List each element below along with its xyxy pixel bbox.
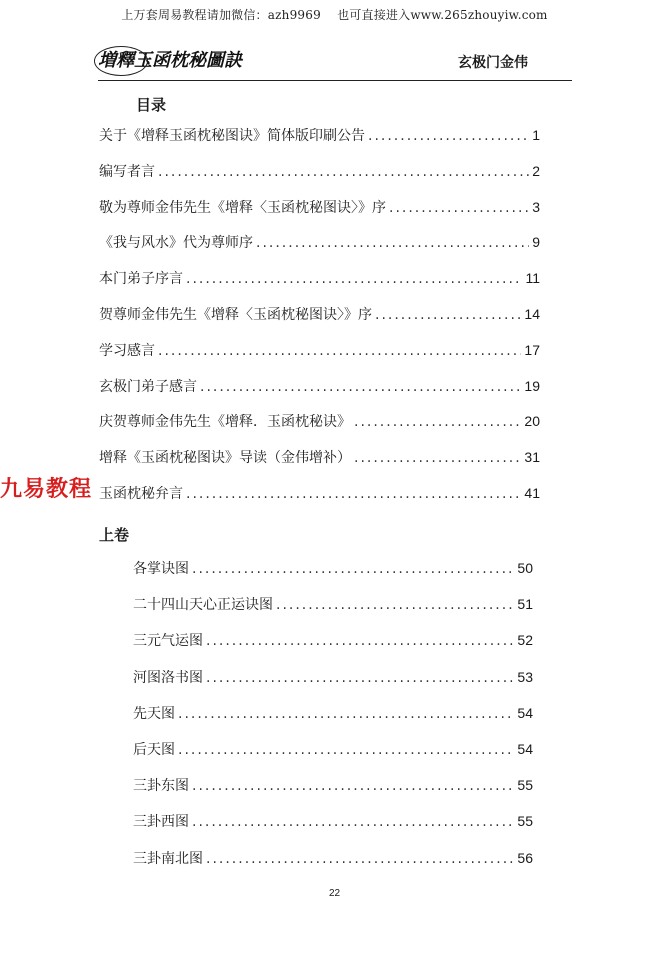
toc-entry xyxy=(99,447,540,467)
toc-entry-page: 3 xyxy=(532,198,540,215)
dot-leader xyxy=(389,200,529,216)
toc-entry xyxy=(99,161,540,181)
dot-leader xyxy=(368,128,529,144)
toc-entry xyxy=(99,197,540,217)
toc-entry-title: 三卦西图 xyxy=(133,814,189,831)
dot-leader xyxy=(206,670,514,686)
dot-leader xyxy=(375,307,521,323)
toc-entry-title: 三元气运图 xyxy=(133,633,203,650)
toc-entry-title: 河图洛书图 xyxy=(133,669,203,686)
toc-entry-title: 增释《玉函枕秘图诀》导读（金伟增补） xyxy=(99,450,351,467)
toc-title: 目录 xyxy=(136,96,167,114)
toc-entry xyxy=(133,811,533,831)
toc-entry-page: 19 xyxy=(524,377,540,394)
toc-entry xyxy=(99,376,540,396)
toc-entry-title: 三卦南北图 xyxy=(133,850,203,867)
toc-entry xyxy=(99,411,540,431)
header-rule xyxy=(98,80,572,81)
toc-entry-page: 55 xyxy=(517,777,533,794)
header-author: 玄极门金伟 xyxy=(458,55,528,71)
dot-leader xyxy=(192,814,514,830)
watermark: 九易教程 xyxy=(0,477,93,502)
toc-entry-page: 20 xyxy=(524,413,540,430)
toc-entry-page: 55 xyxy=(517,813,533,830)
dot-leader xyxy=(206,851,514,867)
dot-leader xyxy=(192,778,514,794)
toc-entry xyxy=(133,848,533,868)
toc-entry-page: 50 xyxy=(517,560,533,576)
toc-entry-page: 56 xyxy=(517,849,533,866)
dot-leader xyxy=(178,706,514,722)
toc-entry-title: 编写者言 xyxy=(99,163,155,180)
toc-entry-title: 本门弟子序言 xyxy=(99,271,183,288)
toc-entry-title: 贺尊师金伟先生《增释〈玉函枕秘图诀〉》序 xyxy=(99,307,372,323)
toc-entry-title: 玉函枕秘弁言 xyxy=(99,486,183,502)
toc-entry-title: 三卦东图 xyxy=(133,778,189,795)
toc-entry xyxy=(99,232,540,252)
toc-entry xyxy=(99,340,540,360)
toc-entry-page: 54 xyxy=(517,741,533,757)
dot-leader xyxy=(178,742,514,758)
toc-entry-title: 各掌诀图 xyxy=(133,561,189,577)
toc-entry xyxy=(99,304,540,324)
toc-entry-title: 玄极门弟子感言 xyxy=(99,378,197,395)
toc-entry xyxy=(133,667,533,687)
dot-leader xyxy=(256,235,529,251)
toc-entry-page: 11 xyxy=(525,270,540,287)
toc-entry xyxy=(133,630,533,650)
toc-entry-page: 52 xyxy=(517,632,533,649)
dot-leader xyxy=(354,414,521,430)
toc-entry-title: 二十四山天心正运诀图 xyxy=(133,597,273,614)
toc-entry-page: 2 xyxy=(532,162,540,179)
toc-entry xyxy=(133,594,533,614)
toc-entry xyxy=(99,268,540,288)
toc-entry xyxy=(99,483,540,503)
dot-leader xyxy=(186,271,522,287)
toc-entry xyxy=(133,739,533,759)
toc-entry-page: 14 xyxy=(524,306,540,322)
toc-entry xyxy=(133,775,533,795)
toc-entry xyxy=(133,703,533,723)
dot-leader xyxy=(354,450,521,466)
toc-entry-title: 《我与风水》代为尊师序 xyxy=(99,235,253,252)
page-number: 22 xyxy=(328,888,341,899)
toc-entry-title: 先天图 xyxy=(133,705,175,722)
toc-entry-title: 敬为尊师金伟先生《增释〈玉函枕秘图诀〉》序 xyxy=(99,199,386,216)
toc-entry-title: 庆贺尊师金伟先生《增释．玉函枕秘诀》 xyxy=(99,414,351,431)
dot-leader xyxy=(158,343,521,359)
toc-entry-page: 41 xyxy=(524,485,540,501)
toc-entry-page: 9 xyxy=(532,234,540,251)
toc-entry-title: 学习感言 xyxy=(99,342,155,359)
toc-entry xyxy=(133,558,533,578)
toc-entry-page: 31 xyxy=(524,449,540,466)
page-header xyxy=(98,42,572,78)
dot-leader xyxy=(192,561,514,577)
toc-entry-page: 17 xyxy=(524,341,540,358)
toc-entry-page: 54 xyxy=(517,704,533,721)
dot-leader xyxy=(158,164,529,180)
dot-leader xyxy=(186,486,521,502)
toc-entry-page: 1 xyxy=(532,127,540,143)
toc-entry xyxy=(99,125,540,145)
dot-leader xyxy=(200,379,521,395)
dot-leader xyxy=(276,597,514,613)
section-label: 上卷 xyxy=(99,526,130,544)
dot-leader xyxy=(206,633,514,649)
toc-entry-page: 51 xyxy=(517,596,533,613)
toc-entry-title: 后天图 xyxy=(133,742,175,758)
toc-entry-title: 关于《增释玉函枕秘图诀》简体版印刷公告 xyxy=(99,128,365,144)
toc-entry-page: 53 xyxy=(517,668,533,685)
top-banner: 上万套周易教程请加微信：azh9969 也可直接进入www.265zhouyiw.com xyxy=(121,8,548,22)
book-logo: 増釋玉函枕秘圖訣 xyxy=(98,50,242,71)
